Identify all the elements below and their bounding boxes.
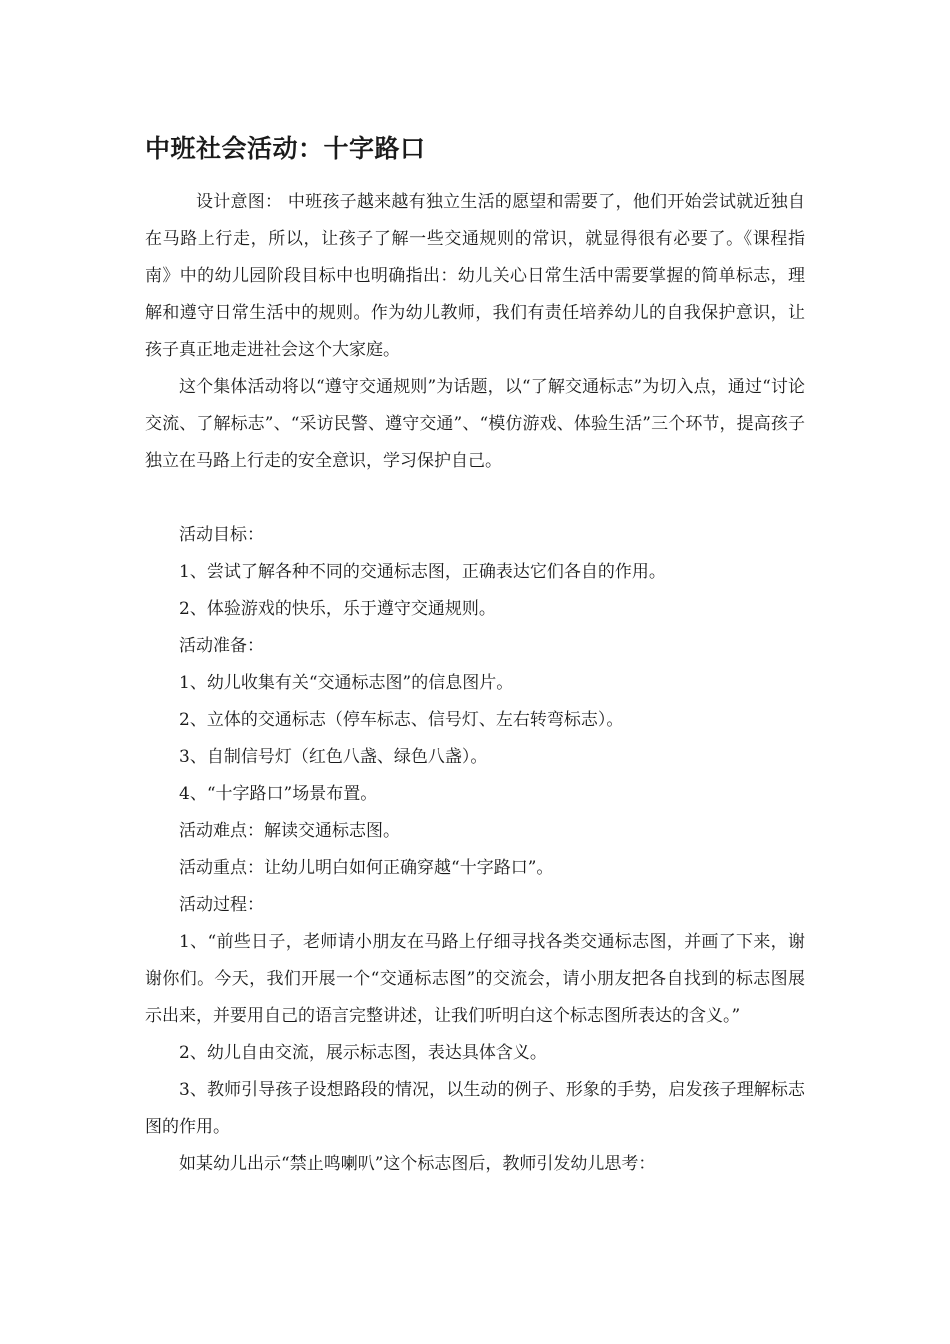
heading-activity-goals: 活动目标： bbox=[179, 525, 264, 545]
document-title: 中班社会活动：十字路口 bbox=[145, 134, 426, 163]
process-step: 3、教师引导孩子设想路段的情况，以生动的例子、形象的手势，启发孩子理解标志图的作用。 bbox=[145, 1080, 805, 1137]
process-example: 如某幼儿出示“禁止鸣喇叭”这个标志图后，教师引发幼儿思考： bbox=[179, 1154, 656, 1174]
activity-focus: 活动重点：让幼儿明白如何正确穿越“十字路口”。 bbox=[179, 858, 554, 878]
preparation-item: 2、立体的交通标志（停车标志、信号灯、左右转弯标志）。 bbox=[179, 710, 624, 730]
blank-line bbox=[145, 480, 805, 517]
paragraph-activity-overview: 这个集体活动将以“遵守交通规则”为话题，以“了解交通标志”为切入点，通过“讨论交流、了解标志”、“采访民警、遵守交通”、“模仿游戏、体验生活”三个环节，提高孩子独立在马路上行走的安全意识，学习保护自己。 bbox=[145, 377, 805, 471]
preparation-item: 3、自制信号灯（红色八盏、绿色八盏）。 bbox=[179, 747, 488, 767]
goal-item: 2、体验游戏的快乐，乐于遵守交通规则。 bbox=[179, 599, 496, 619]
preparation-item: 1、幼儿收集有关“交通标志图”的信息图片。 bbox=[179, 673, 514, 693]
heading-activity-preparation: 活动准备： bbox=[179, 636, 264, 656]
goal-item: 1、尝试了解各种不同的交通标志图，正确表达它们各自的作用。 bbox=[179, 562, 666, 582]
process-step: 1、“前些日子，老师请小朋友在马路上仔细寻找各类交通标志图，并画了下来，谢谢你们。今天，我们开展一个“交通标志图”的交流会，请小朋友把各自找到的标志图展示出来，并要用自己的语言完整讲述，让我们听明白这个标志图所表达的含义。” bbox=[145, 932, 805, 1026]
paragraph-design-intent: 设计意图： 中班孩子越来越有独立生活的愿望和需要了，他们开始尝试就近独自在马路上行走，所以，让孩子了解一些交通规则的常识，就显得很有必要了。《课程指南》中的幼儿园阶段目标中也明确指出：幼儿关心日常生活中需要掌握的简单标志，理解和遵守日常生活中的规则。作为幼儿教师，我们有责任培养幼儿的自我保护意识，让孩子真正地走进社会这个大家庭。 bbox=[145, 192, 805, 360]
process-step: 2、幼儿自由交流，展示标志图，表达具体含义。 bbox=[179, 1043, 547, 1063]
document-body bbox=[145, 184, 805, 1183]
heading-activity-process: 活动过程： bbox=[179, 895, 264, 915]
activity-difficulty: 活动难点：解读交通标志图。 bbox=[179, 821, 400, 841]
preparation-item: 4、“十字路口”场景布置。 bbox=[179, 784, 378, 804]
